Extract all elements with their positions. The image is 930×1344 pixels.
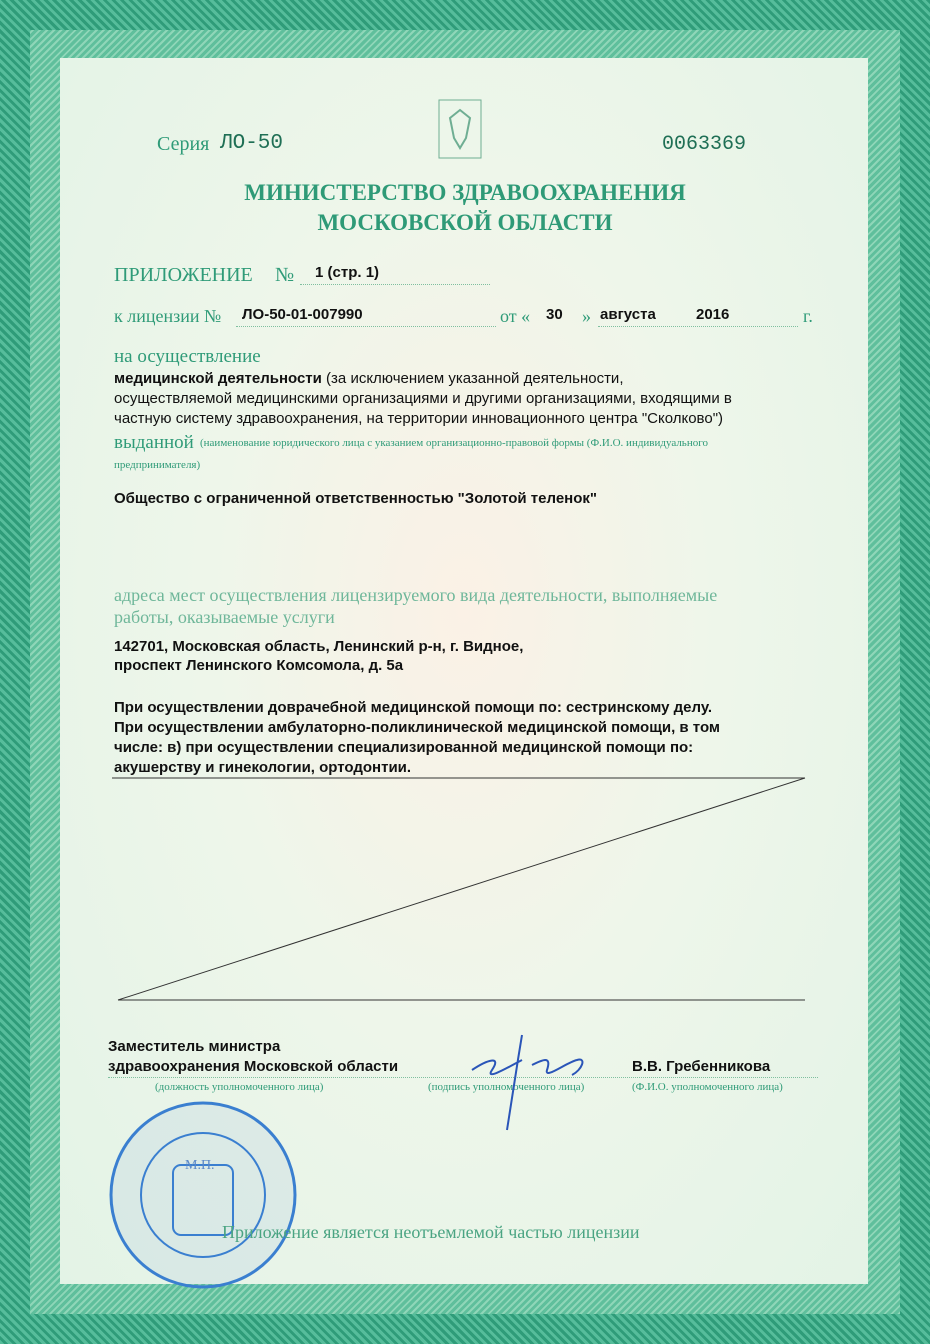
issued-hint1: (наименование юридического лица с указанием организационно-правовой формы (Ф.И.О. индивидуального [200, 437, 708, 449]
hint-name: (Ф.И.О. уполномоченного лица) [632, 1081, 783, 1093]
license-label: к лицензии № [114, 306, 222, 326]
mp-label: М.П. [185, 1158, 215, 1173]
series-value: ЛО-50 [220, 132, 284, 155]
activity-text2: осуществляемой медицинскими организациями и другими организациями, входящими в [114, 390, 732, 407]
activity-bold: медицинской деятельности [114, 370, 322, 387]
issued-label: выданной [114, 432, 194, 453]
signer-position2: здравоохранения Московской области [108, 1058, 399, 1075]
appendix-value: 1 (стр. 1) [315, 264, 380, 281]
service-line: акушерству и гинекологии, ортодонтии. [114, 759, 412, 776]
service-line: При осуществлении амбулаторно-поликлинической медицинской помощи, в том [114, 719, 721, 736]
date-close: » [582, 306, 591, 326]
title-line1: МИНИСТЕРСТВО ЗДРАВООХРАНЕНИЯ [244, 180, 686, 205]
year-suffix: г. [803, 306, 813, 326]
address-label2: работы, оказываемые услуги [114, 607, 335, 627]
service-line: При осуществлении доврачебной медицинской помощи по: сестринскому делу. [114, 699, 713, 716]
service-line: числе: в) при осуществлении специализированной медицинской помощи по: [114, 739, 694, 756]
appendix-no: № [275, 264, 295, 286]
coat-of-arms-icon [437, 98, 483, 160]
license-number: ЛО-50-01-007990 [242, 306, 363, 323]
title-line2: МОСКОВСКОЙ ОБЛАСТИ [317, 210, 613, 235]
address-line1: 142701, Московская область, Ленинский р-н, г. Видное, [114, 638, 524, 655]
series-label: Серия [157, 133, 210, 155]
license-year: 2016 [696, 306, 730, 323]
address-line2: проспект Ленинского Комсомола, д. 5а [114, 657, 404, 674]
license-day: 30 [546, 306, 563, 323]
footer-note: Приложение является неотъемлемой частью лицензии [222, 1222, 640, 1242]
official-stamp [103, 1100, 303, 1290]
license-month: августа [600, 306, 656, 323]
activity-label: на осуществление [114, 346, 261, 367]
hint-signature: (подпись уполномоченного лица) [428, 1081, 585, 1093]
issued-hint2: предпринимателя) [114, 459, 201, 471]
date-from-label: от « [500, 306, 531, 326]
blank-space-strike [110, 775, 810, 1005]
activity-text1: (за исключением указанной деятельности, [321, 370, 624, 387]
appendix-label: ПРИЛОЖЕНИЕ [114, 264, 253, 286]
address-label1: адреса мест осуществления лицензируемого вида деятельности, выполняемые [114, 585, 718, 605]
signature-icon [462, 1025, 602, 1135]
issued-to: Общество с ограниченной ответственностью "Золотой теленок" [114, 490, 598, 507]
form-number: 0063369 [662, 133, 747, 156]
hint-position: (должность уполномоченного лица) [155, 1081, 324, 1093]
signer-position1: Заместитель министра [108, 1038, 281, 1055]
activity-text3: частную систему здравоохранения, на территории инновационного центра "Сколково") [114, 410, 724, 427]
signer-name: В.В. Гребенникова [632, 1058, 771, 1075]
